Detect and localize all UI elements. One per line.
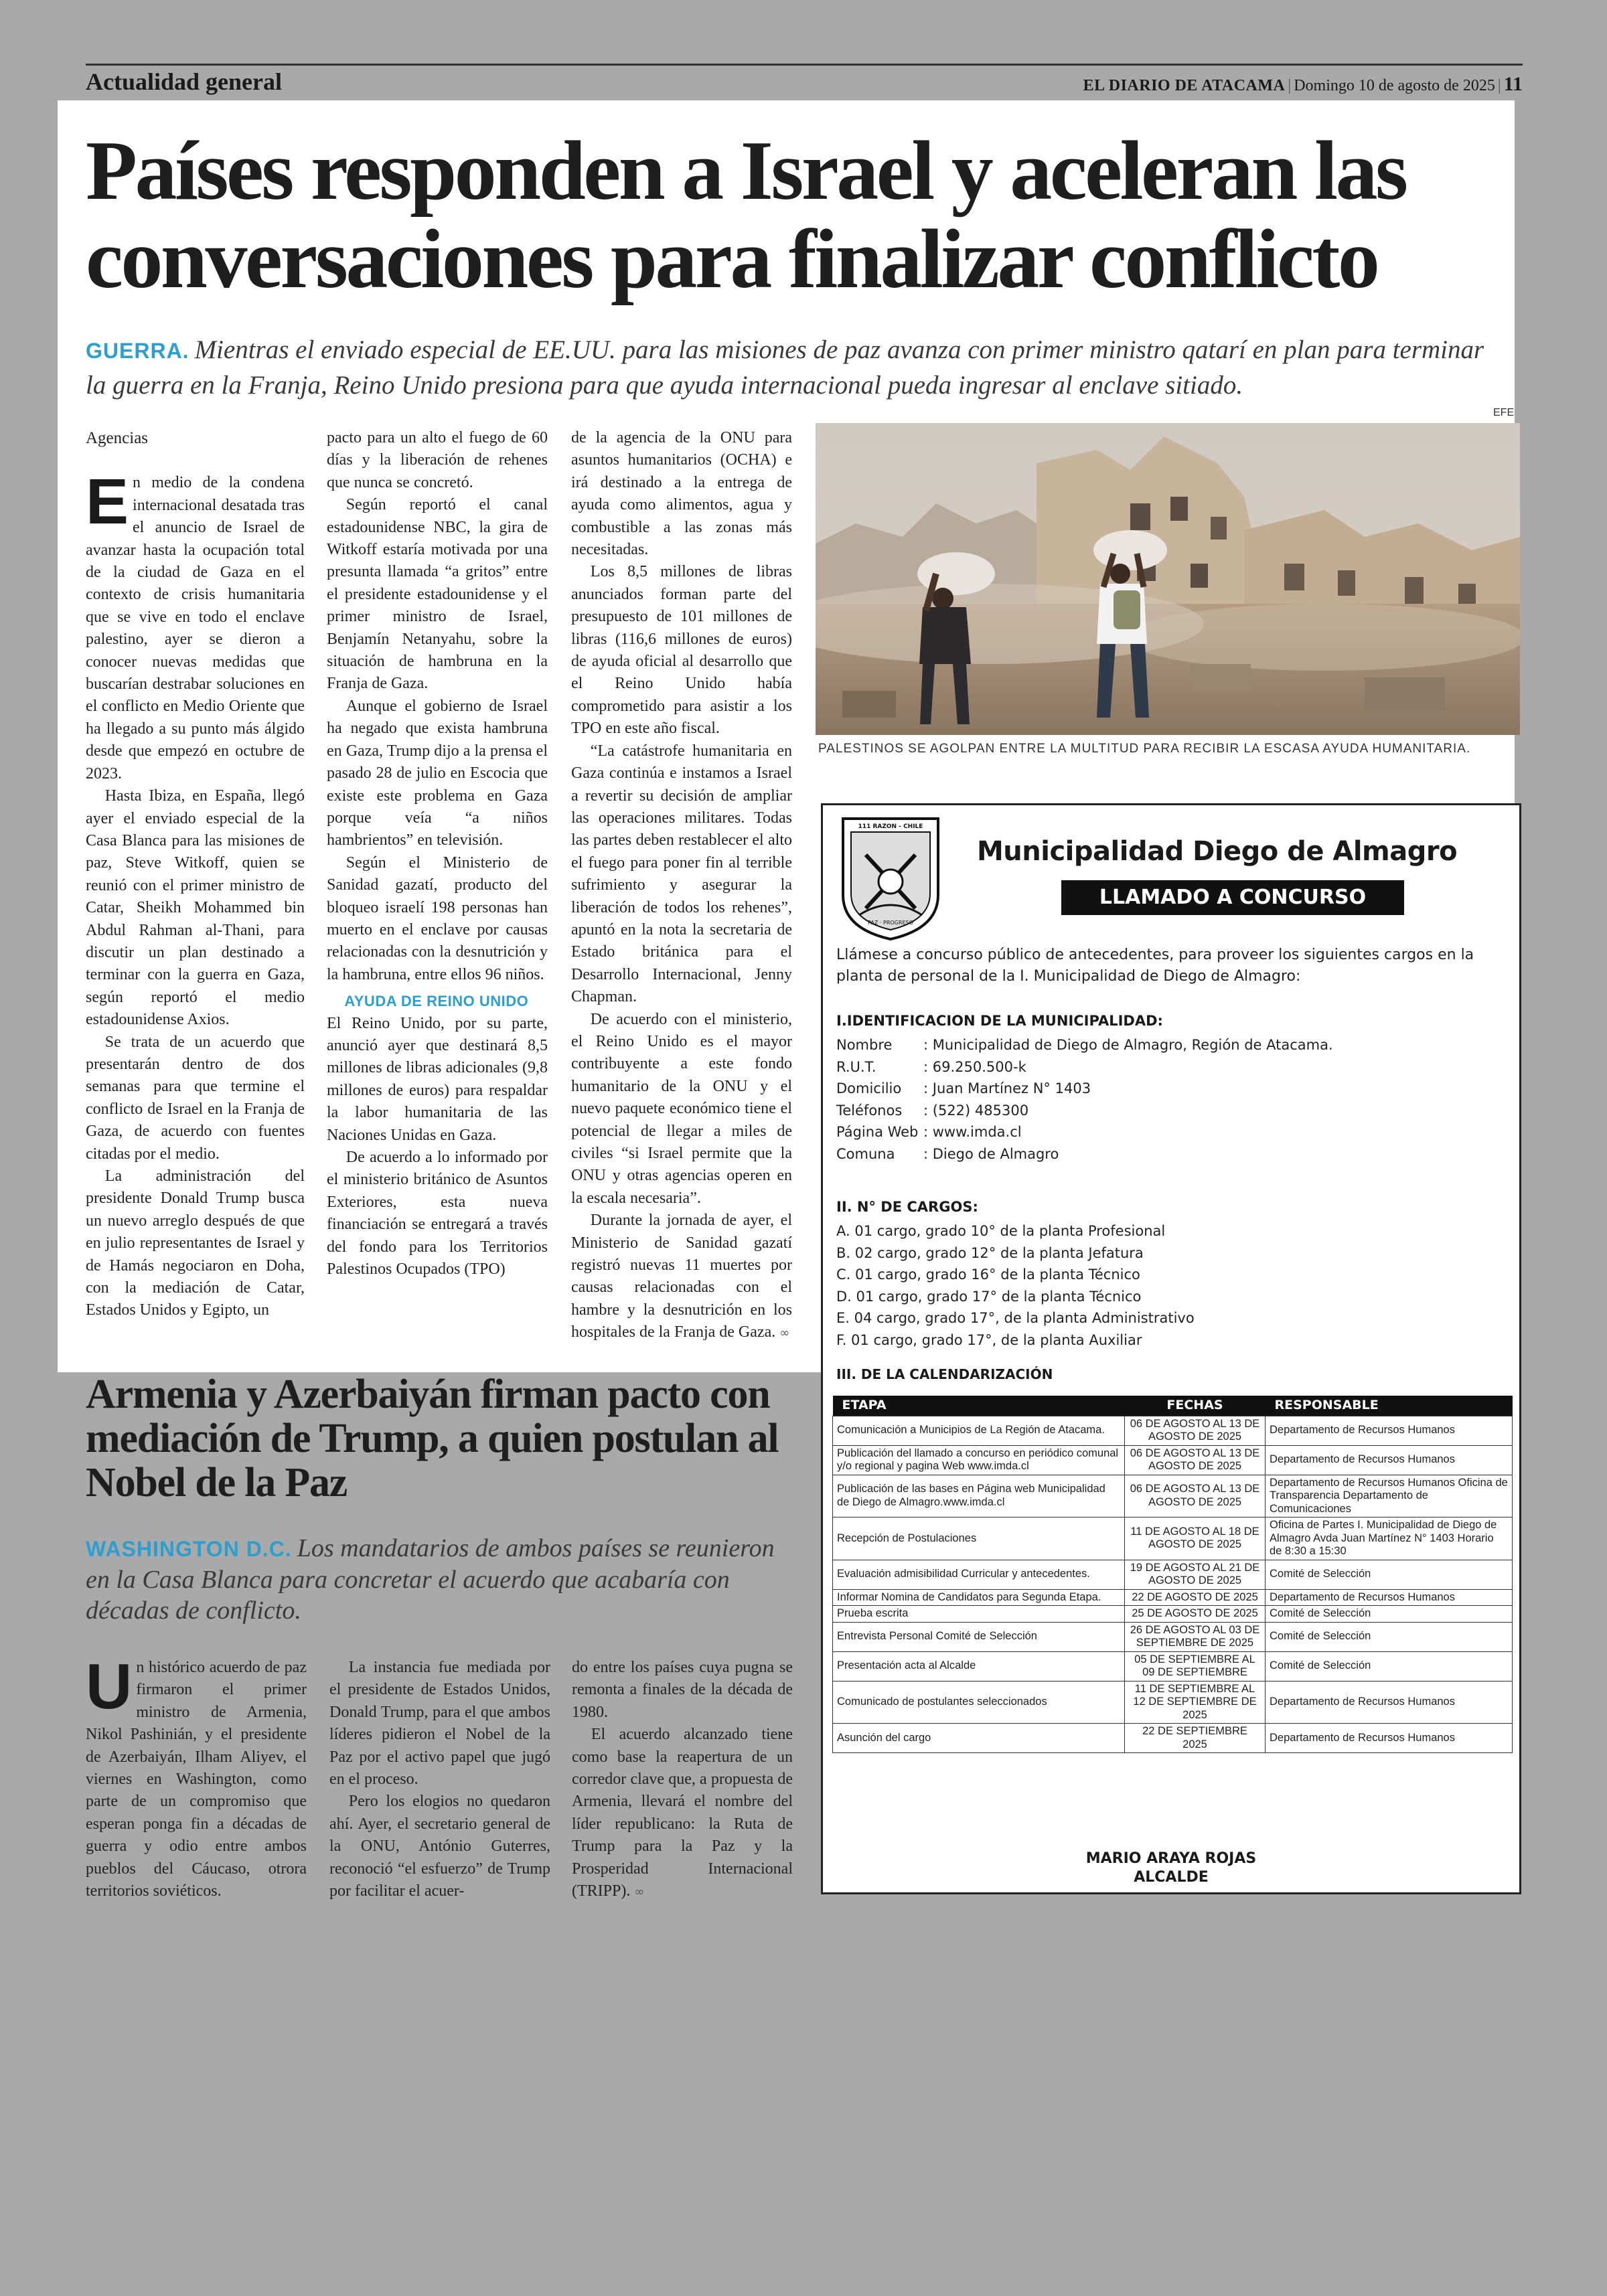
- positions-list: [836, 1220, 1195, 1351]
- table-cell: Presentación acta al Alcalde: [833, 1651, 1125, 1681]
- column-header: RESPONSABLE: [1266, 1396, 1513, 1416]
- table-row: [833, 1560, 1513, 1589]
- table-cell: Entrevista Personal Comité de Selección: [833, 1622, 1125, 1651]
- second-column-1: [86, 1651, 307, 1902]
- paragraph: Pero los elogios no quedaron ahí. Ayer, el secretario general de la ONU, António Guterres, reconoció “el esfuerzo” de Trump por facilitar el acuer-: [329, 1793, 550, 1900]
- main-column-1: [86, 427, 305, 1322]
- table-cell: 11 DE SEPTIEMBRE AL 12 DE SEPTIEMBRE DE 2025: [1125, 1681, 1266, 1724]
- table-cell: 06 DE AGOSTO AL 13 DE AGOSTO DE 2025: [1125, 1475, 1266, 1518]
- column-header: FECHAS: [1125, 1396, 1266, 1416]
- table-cell: Departamento de Recursos Humanos: [1266, 1416, 1513, 1445]
- list-item: [836, 1056, 1333, 1078]
- paragraph: Durante la jornada de ayer, el Ministerio de Sanidad gazatí registró nuevas 11 muertes por causas relacionadas con el hambre y la desnutrición en los hospitales de la Franja de Gaza. ∞: [571, 1212, 792, 1341]
- calendar-table: [832, 1396, 1513, 1753]
- table-row: [833, 1475, 1513, 1518]
- identification-list: [836, 1034, 1333, 1165]
- table-header-row: [833, 1396, 1513, 1416]
- municipal-shield-icon: [839, 815, 942, 942]
- paragraph: La instancia fue mediada por el presidente de Estados Unidos, Donald Trump, para el que ambos líderes pidieron el Nobel de la Paz por el activo papel que jugó en el proceso.: [329, 1659, 550, 1789]
- table-row: [833, 1416, 1513, 1445]
- table-cell: Departamento de Recursos Humanos: [1266, 1445, 1513, 1475]
- photo-credit: EFE: [1493, 407, 1515, 418]
- table-row: [833, 1445, 1513, 1475]
- byline: Agencias: [86, 429, 149, 447]
- main-headline: Países responden a Israel y aceleran las conversaciones para finalizar conflicto: [86, 125, 1406, 306]
- issue-date: Domingo 10 de agosto de 2025: [1294, 77, 1495, 94]
- main-deck-text: Mientras el enviado especial de EE.UU. para las misiones de paz avanza con primer ministro qatarí en plan para terminar la guerra en la Franja, Reino Unido presiona para que ayuda internacional pueda ingresar al enclave sitiado.: [86, 335, 1484, 400]
- paragraph: De acuerdo a lo informado por el ministerio británico de Asuntos Exteriores, esta nueva financiación se entregará a través del fondo para los Territorios Palestinos Ocupados (TPO): [327, 1149, 548, 1279]
- table-cell: 06 DE AGOSTO AL 13 DE AGOSTO DE 2025: [1125, 1445, 1266, 1475]
- table-cell: Comité de Selección: [1266, 1606, 1513, 1623]
- end-mark-icon: ∞: [634, 1885, 645, 1900]
- field-label: Página Web: [836, 1124, 919, 1140]
- masthead: EL DIARIO DE ATACAMA | Domingo 10 de agosto de 2025 | 11: [1083, 73, 1523, 95]
- table-row: [833, 1622, 1513, 1651]
- table-cell: Recepción de Postulaciones: [833, 1518, 1125, 1560]
- drop-cap: U: [86, 1651, 133, 1722]
- photo-caption: PALESTINOS SE AGOLPAN ENTRE LA MULTITUD PARA RECIBIR LA ESCASA AYUDA HUMANITARIA.: [818, 742, 1471, 756]
- lead-paragraph: En medio de la condena internacional desatada tras el anuncio de Israel de avanzar hasta la ocupación total de la ciudad de Gaza en el contexto de crisis humanitaria que se vive en todo el enclave palestino, ayer se dieron a conocer nuevas medidas que buscarían destrabar soluciones en el conflicto en Medio Oriente que ha llegado a su punto más álgido desde que empezó en octubre de 2023.: [86, 466, 305, 783]
- call-banner: LLAMADO A CONCURSO: [1061, 880, 1404, 915]
- section-identification: I.IDENTIFICACION DE LA MUNICIPALIDAD:: [836, 1013, 1163, 1029]
- table-cell: 11 DE AGOSTO AL 18 DE AGOSTO DE 2025: [1125, 1518, 1266, 1560]
- second-column-2: [329, 1657, 550, 1902]
- section-positions: II. N° DE CARGOS:: [836, 1199, 978, 1215]
- table-cell: Comunicado de postulantes seleccionados: [833, 1681, 1125, 1724]
- paragraph: de la agencia de la ONU para asuntos humanitarios (OCHA) e irá destinado a la entrega de ayuda como alimentos, agua y combustible a las zonas más necesitadas.: [571, 429, 792, 559]
- paragraph: “La catástrofe humanitaria en Gaza continúa e instamos a Israel a revertir su decisión de ampliar las operaciones militares. Todas las partes deben restablecer el alto el fuego para poner fin al terrible sufrimiento y asegurar la liberación de todos los rehenes”, apuntó en la nota la secretaria de Estado británica para el Desarrollo Internacional, Jenny Chapman.: [571, 742, 792, 1006]
- drop-cap: E: [86, 466, 129, 538]
- table-row: [833, 1724, 1513, 1753]
- table-cell: 26 DE AGOSTO AL 03 DE SEPTIEMBRE DE 2025: [1125, 1622, 1266, 1651]
- field-label: R.U.T.: [836, 1058, 876, 1075]
- field-value: : Diego de Almagro: [923, 1145, 1059, 1162]
- main-column-3: [571, 427, 792, 1345]
- table-row: [833, 1518, 1513, 1560]
- table-cell: Asunción del cargo: [833, 1724, 1125, 1753]
- signer-title: ALCALDE: [1134, 1869, 1209, 1886]
- table-row: [833, 1651, 1513, 1681]
- second-headline: Armenia y Azerbaiyán firman pacto con mediación de Trump, a quien postulan al Nobel de la Paz: [86, 1372, 779, 1505]
- field-value: : Juan Martínez N° 1403: [923, 1080, 1091, 1096]
- paragraph: Según el Ministerio de Sanidad gazatí, producto del bloqueo israelí 198 personas han muerto en el enclave por causas relacionadas con la desnutrición y la hambruna, entre ellos 96 niños.: [327, 853, 548, 983]
- table-cell: Departamento de Recursos Humanos: [1266, 1724, 1513, 1753]
- table-cell: 25 DE AGOSTO DE 2025: [1125, 1606, 1266, 1623]
- second-column-3: [572, 1657, 793, 1903]
- gaza-aid-photo: [816, 423, 1520, 735]
- table-cell: Comité de Selección: [1266, 1560, 1513, 1589]
- table-cell: 06 DE AGOSTO AL 13 DE AGOSTO DE 2025: [1125, 1416, 1266, 1445]
- table-cell: Publicación del llamado a concurso en periódico comunal y/o regional y pagina Web www.imda.cl: [833, 1445, 1125, 1475]
- signature-block: [823, 1850, 1519, 1887]
- list-item: [836, 1034, 1333, 1056]
- list-item: E. 04 cargo, grado 17°, de la planta Administrativo: [836, 1310, 1195, 1326]
- ad-intro: Llámese a concurso público de antecedentes, para proveer los siguientes cargos en la planta de personal de la I. Municipalidad de Diego de Almagro:: [836, 947, 1474, 985]
- list-item: D. 01 cargo, grado 17° de la planta Técnico: [836, 1288, 1142, 1305]
- section-calendar: III. DE LA CALENDARIZACIÓN: [836, 1366, 1053, 1382]
- table-cell: 05 DE SEPTIEMBRE AL 09 DE SEPTIEMBRE: [1125, 1651, 1266, 1681]
- table-cell: Departamento de Recursos Humanos: [1266, 1589, 1513, 1606]
- municipality-name: Municipalidad Diego de Almagro: [977, 836, 1458, 867]
- field-value: : Municipalidad de Diego de Almagro, Región de Atacama.: [923, 1037, 1333, 1053]
- list-item: [836, 1100, 1333, 1122]
- list-item: [836, 1078, 1333, 1100]
- paragraph: Hasta Ibiza, en España, llegó ayer el enviado especial de la Casa Blanca para las misiones de paz, Steve Witkoff, quien se reunió con el primer ministro de Catar, Sheikh Mohammed bin Abdul Rahman al-Thani, para discutir un plan destinado a terminar con la guerra en Gaza, según reportó el medio estadounidense Axios.: [86, 787, 305, 1029]
- section-name: Actualidad general: [86, 68, 282, 95]
- main-column-2: [327, 427, 548, 1281]
- field-value: : (522) 485300: [923, 1102, 1029, 1119]
- news-photo: [816, 423, 1520, 735]
- table-cell: Comité de Selección: [1266, 1622, 1513, 1651]
- field-label: Teléfonos: [836, 1102, 903, 1119]
- paragraph: Aunque el gobierno de Israel ha negado que exista hambruna en Gaza, Trump dijo a la prensa el pasado 28 de julio en Escocia que existe este problema en Gaza porque veía “a niños hambrientos” en televisión.: [327, 697, 548, 849]
- table-cell: Evaluación admisibilidad Curricular y antecedentes.: [833, 1560, 1125, 1589]
- list-item: B. 02 cargo, grado 12° de la planta Jefatura: [836, 1244, 1144, 1261]
- field-label: Domicilio: [836, 1080, 902, 1096]
- table-cell: 19 DE AGOSTO AL 21 DE AGOSTO DE 2025: [1125, 1560, 1266, 1589]
- column-header: ETAPA: [833, 1396, 1125, 1416]
- table-cell: Informar Nomina de Candidatos para Segunda Etapa.: [833, 1589, 1125, 1606]
- list-item: A. 01 cargo, grado 10° de la planta Profesional: [836, 1223, 1166, 1239]
- table-cell: Publicación de las bases en Página web Municipalidad de Diego de Almagro.www.imda.cl: [833, 1475, 1125, 1518]
- end-mark-icon: ∞: [779, 1326, 790, 1341]
- table-cell: Departamento de Recursos Humanos Oficina de Transparencia Departamento de Comunicaciones: [1266, 1475, 1513, 1518]
- shield-motto: PAZ · PROGRESO: [868, 920, 913, 926]
- table-cell: Prueba escrita: [833, 1606, 1125, 1623]
- paragraph: pacto para un alto el fuego de 60 días y la liberación de rehenes que nunca se concretó.: [327, 429, 548, 491]
- subhead: AYUDA DE REINO UNIDO: [344, 993, 529, 1010]
- field-value: : www.imda.cl: [923, 1124, 1022, 1140]
- paragraph: Se trata de un acuerdo que presentarán dentro de dos semanas para que termine el conflicto de Israel en la Franja de Gaza, de acuerdo con fuentes citadas por el medio.: [86, 1033, 305, 1163]
- table-cell: Comité de Selección: [1266, 1651, 1513, 1681]
- paragraph: El Reino Unido, por su parte, anunció ayer que destinará 8,5 millones de libras adicionales (9,8 millones de euros) para respaldar la labor humanitaria de las Naciones Unidas en Gaza.: [327, 1014, 548, 1144]
- second-deck: [86, 1533, 795, 1626]
- second-kicker: WASHINGTON D.C.: [86, 1537, 292, 1561]
- table-cell: Comunicación a Municipios de La Región de Atacama.: [833, 1416, 1125, 1445]
- main-deck: [86, 333, 1499, 403]
- table-row: [833, 1606, 1513, 1623]
- table-row: [833, 1589, 1513, 1606]
- shield-text: 111 RAZON - CHILE: [858, 823, 923, 830]
- list-item: [836, 1143, 1333, 1165]
- paragraph: do entre los países cuya pugna se remonta a finales de la década de 1980.: [572, 1659, 793, 1721]
- paragraph: Según reportó el canal estadounidense NBC, la gira de Witkoff estaría motivada por una presunta llamada “a gritos” entre el presidente estadounidense y el primer ministro de Israel, Benjamín Netanyahu, sobre la situación de hambruna en la Franja de Gaza.: [327, 496, 548, 693]
- list-item: C. 01 cargo, grado 16° de la planta Técnico: [836, 1266, 1140, 1283]
- list-item: F. 01 cargo, grado 17°, de la planta Auxiliar: [836, 1331, 1142, 1348]
- field-label: Nombre: [836, 1037, 893, 1053]
- second-deck-text: Los mandatarios de ambos países se reunieron en la Casa Blanca para concretar el acuerdo que acabaría con décadas de conflicto.: [86, 1534, 775, 1625]
- list-item: [836, 1121, 1333, 1143]
- paragraph: La administración del presidente Donald Trump busca un nuevo arreglo después de que en julio representantes de Israel y de Hamás negociaron en Doha, con la mediación de Catar, Estados Unidos y Egipto, un: [86, 1167, 305, 1319]
- table-cell: 22 DE SEPTIEMBRE 2025: [1125, 1724, 1266, 1753]
- table-cell: 22 DE AGOSTO DE 2025: [1125, 1589, 1266, 1606]
- paragraph: Los 8,5 millones de libras anunciados forman parte del presupuesto de 101 millones de libras (116,6 millones de euros) de ayuda oficial al desarrollo que el Reino Unido había comprometido para asistir a los TPO en este año fiscal.: [571, 563, 792, 738]
- table-cell: Oficina de Partes I. Municipalidad de Diego de Almagro Avda Juan Martínez N° 1403 Horario de 8:30 a 15:30: [1266, 1518, 1513, 1560]
- municipal-ad: [821, 803, 1521, 1894]
- table-row: [833, 1681, 1513, 1724]
- page-header: [86, 64, 1523, 100]
- field-label: Comuna: [836, 1145, 895, 1162]
- field-value: : 69.250.500-k: [923, 1058, 1026, 1075]
- page-number: 11: [1503, 73, 1523, 95]
- signer-name: MARIO ARAYA ROJAS: [1085, 1850, 1257, 1867]
- paragraph: De acuerdo con el ministerio, el Reino Unido es el mayor contribuyente a este fondo humanitario de la ONU y el nuevo paquete económico tiene el potencial de llegar a miles de civiles “si Israel permite que la ONU y otras agencias operen en la escala necesaria”.: [571, 1010, 792, 1207]
- main-kicker: GUERRA.: [86, 339, 189, 363]
- lead-paragraph: Un histórico acuerdo de paz firmaron el primer ministro de Armenia, Nikol Pashinián, y el presidente de Azerbaiyán, Ilham Aliyev, el viernes en Washington, como parte de un compromiso que esperan ponga fin a décadas de guerra y odio entre ambos pueblos del Cáucaso, otrora territorios soviéticos.: [86, 1651, 307, 1900]
- publication-name: EL DIARIO DE ATACAMA: [1083, 77, 1286, 94]
- table-cell: Departamento de Recursos Humanos: [1266, 1681, 1513, 1724]
- paragraph: El acuerdo alcanzado tiene como base la reapertura de un corredor clave que, a propuesta de Armenia, llevará el nombre del líder republicano: la Ruta de Trump para la Paz y la Prosperidad Internacional (TRIPP). ∞: [572, 1726, 793, 1900]
